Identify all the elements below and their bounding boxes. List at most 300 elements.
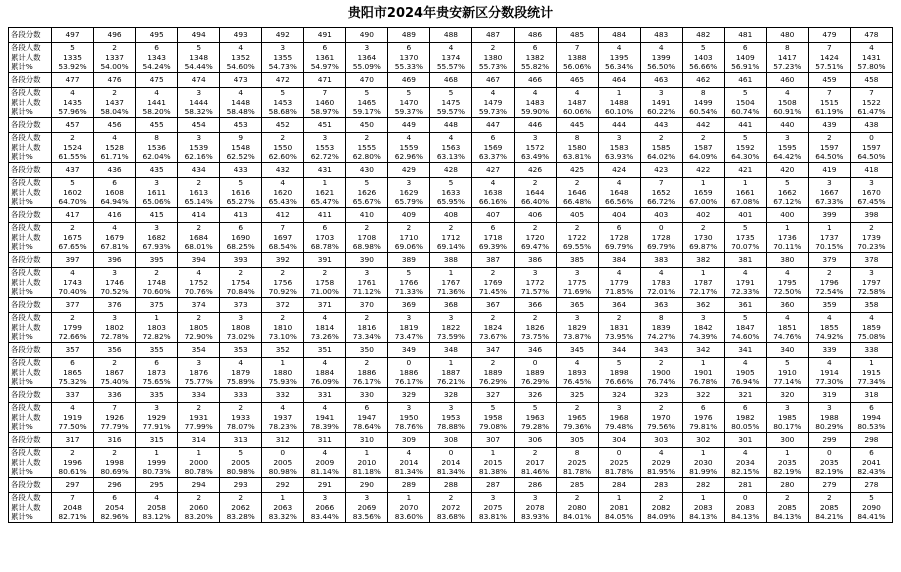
percent-value: 78.07% xyxy=(226,422,255,432)
stats-cell xyxy=(556,268,598,298)
cumulative-value: 1679 xyxy=(105,232,124,242)
stats-cell xyxy=(724,493,766,523)
cumulative-value: 2060 xyxy=(189,502,209,512)
stats-cell xyxy=(220,88,262,118)
stats-cell xyxy=(598,223,640,253)
cumulative-value: 1370 xyxy=(399,52,419,62)
score-cell: 334 xyxy=(178,388,220,403)
stats-cell xyxy=(178,223,220,253)
count-value: 2 xyxy=(490,268,496,278)
percent-value: 71.57% xyxy=(520,287,550,297)
count-value: 5 xyxy=(238,448,244,458)
cumulative-value: 2083 xyxy=(735,502,755,512)
score-label: 各段分数 xyxy=(9,253,52,268)
count-value: 4 xyxy=(70,88,75,98)
stats-cell xyxy=(472,493,514,523)
cumulative-value: 1559 xyxy=(399,142,419,152)
stats-row xyxy=(9,133,893,163)
cumulative-value: 2063 xyxy=(273,502,293,512)
cumulative-value: 2082 xyxy=(651,502,671,512)
percent-value: 78.88% xyxy=(436,422,466,432)
stats-label xyxy=(9,88,52,118)
cumulative-value: 1802 xyxy=(105,322,124,332)
stats-cell xyxy=(514,358,556,388)
score-cell: 389 xyxy=(388,253,430,268)
stats-cell xyxy=(178,43,220,73)
percent-value: 76.29% xyxy=(478,377,508,387)
count-value: 4 xyxy=(322,403,328,413)
score-cell: 384 xyxy=(598,253,640,268)
percent-value: 60.74% xyxy=(731,107,760,117)
count-value: 2 xyxy=(364,313,370,323)
count-value: 1 xyxy=(784,448,790,458)
percent-value: 65.79% xyxy=(394,197,423,207)
score-cell: 433 xyxy=(220,163,262,178)
percent-value: 61.19% xyxy=(815,107,844,117)
score-cell: 302 xyxy=(682,433,724,448)
score-cell: 328 xyxy=(430,388,472,403)
score-label: 各段分数 xyxy=(9,298,52,313)
percent-value: 81.95% xyxy=(647,467,676,477)
stats-cell xyxy=(304,43,346,73)
stats-cell xyxy=(262,88,304,118)
score-label: 各段分数 xyxy=(9,73,52,88)
count-value: 4 xyxy=(574,88,580,98)
score-cell: 479 xyxy=(808,28,850,43)
count-value: 0 xyxy=(658,223,664,233)
percent-value: 72.58% xyxy=(857,287,886,297)
stats-cell xyxy=(388,88,430,118)
count-value: 1 xyxy=(154,448,159,458)
count-value: 5 xyxy=(742,313,748,323)
percent-value: 80.29% xyxy=(815,422,844,432)
count-value: 1 xyxy=(700,493,706,503)
cumulative-value: 1748 xyxy=(147,277,167,287)
score-cell: 444 xyxy=(598,118,640,133)
count-value: 7 xyxy=(112,403,117,413)
stats-cell xyxy=(430,448,472,478)
score-cell: 432 xyxy=(262,163,304,178)
cumulative-value: 2066 xyxy=(315,502,335,512)
count-value: 3 xyxy=(869,268,874,278)
count-value: 3 xyxy=(616,403,622,413)
percent-value: 67.81% xyxy=(100,242,129,252)
stats-cell xyxy=(766,403,808,433)
percent-value: 83.28% xyxy=(226,512,255,522)
stats-cell xyxy=(94,43,136,73)
percent-value: 58.32% xyxy=(184,107,213,117)
score-cell: 453 xyxy=(220,118,262,133)
score-cell: 403 xyxy=(640,208,682,223)
score-cell: 497 xyxy=(52,28,94,43)
count-value: 4 xyxy=(616,268,622,278)
cumulative-value: 1824 xyxy=(483,322,503,332)
count-value: 3 xyxy=(658,88,664,98)
cumulative-value: 1597 xyxy=(819,142,839,152)
stats-cell xyxy=(640,88,682,118)
cumulative-value: 1553 xyxy=(315,142,335,152)
percent-value: 64.09% xyxy=(689,152,718,162)
percent-value: 64.70% xyxy=(58,197,87,207)
stats-cell xyxy=(766,133,808,163)
count-value: 4 xyxy=(238,88,244,98)
percent-value: 65.27% xyxy=(226,197,255,207)
score-cell: 474 xyxy=(178,73,220,88)
count-value: 7 xyxy=(574,43,580,53)
cumulative-value: 1889 xyxy=(525,367,545,377)
stats-cell xyxy=(556,88,598,118)
score-cell: 408 xyxy=(430,208,472,223)
score-cell: 295 xyxy=(136,478,178,493)
stats-cell xyxy=(94,403,136,433)
score-cell: 306 xyxy=(514,433,556,448)
percent-value: 82.43% xyxy=(857,467,886,477)
cumulative-value: 1661 xyxy=(735,187,755,197)
count-value: 4 xyxy=(616,178,622,188)
cumulative-value: 1337 xyxy=(105,52,124,62)
count-value: 1 xyxy=(869,358,874,368)
score-cell: 363 xyxy=(640,298,682,313)
count-value: 1 xyxy=(616,493,622,503)
stats-label-line: 累计% xyxy=(11,152,33,162)
stats-cell xyxy=(178,88,220,118)
stats-cell xyxy=(52,43,94,73)
percent-value: 66.72% xyxy=(647,197,676,207)
cumulative-value: 1662 xyxy=(777,187,797,197)
percent-value: 54.24% xyxy=(142,62,171,72)
cumulative-value: 1703 xyxy=(315,232,335,242)
stats-label-line: 各段人数 xyxy=(11,403,41,413)
stats-label xyxy=(9,493,52,523)
percent-value: 77.30% xyxy=(815,377,844,387)
count-value: 3 xyxy=(196,358,202,368)
score-cell: 443 xyxy=(640,118,682,133)
stats-cell xyxy=(682,88,724,118)
count-value: 4 xyxy=(154,493,159,503)
stats-cell xyxy=(346,493,388,523)
stats-cell xyxy=(136,133,178,163)
percent-value: 62.16% xyxy=(184,152,213,162)
stats-cell xyxy=(52,358,94,388)
score-label: 各段分数 xyxy=(9,343,52,358)
score-cell: 406 xyxy=(514,208,556,223)
cumulative-value: 1448 xyxy=(231,97,251,107)
stats-cell xyxy=(808,403,850,433)
percent-value: 71.85% xyxy=(605,287,634,297)
count-value: 2 xyxy=(700,133,706,143)
score-cell: 357 xyxy=(52,343,94,358)
stats-cell xyxy=(388,268,430,298)
stats-cell xyxy=(766,493,808,523)
stats-cell xyxy=(136,178,178,208)
stats-cell xyxy=(766,223,808,253)
score-label: 各段分数 xyxy=(9,118,52,133)
score-cell: 351 xyxy=(304,343,346,358)
cumulative-value: 1720 xyxy=(525,232,545,242)
score-distribution-table xyxy=(8,27,893,523)
cumulative-value: 2080 xyxy=(567,502,587,512)
stats-cell xyxy=(850,223,892,253)
stats-label-line: 累计人数 xyxy=(11,232,41,242)
score-cell: 440 xyxy=(766,118,808,133)
score-cell: 465 xyxy=(556,73,598,88)
count-value: 4 xyxy=(238,43,244,53)
count-value: 5 xyxy=(784,358,790,368)
cumulative-value: 1926 xyxy=(105,412,124,422)
percent-value: 76.29% xyxy=(520,377,550,387)
cumulative-value: 1970 xyxy=(651,412,671,422)
percent-value: 81.46% xyxy=(520,467,550,477)
count-value: 1 xyxy=(154,313,159,323)
count-value: 2 xyxy=(490,43,496,53)
stats-row xyxy=(9,313,893,343)
score-cell: 299 xyxy=(808,433,850,448)
count-value: 5 xyxy=(490,403,496,413)
percent-value: 73.02% xyxy=(226,332,255,342)
count-value: 3 xyxy=(238,313,244,323)
stats-label-line: 累计人数 xyxy=(11,52,41,62)
stats-cell xyxy=(514,223,556,253)
stats-label-line: 累计% xyxy=(11,422,33,432)
count-value: 2 xyxy=(574,223,580,233)
score-cell: 391 xyxy=(304,253,346,268)
percent-value: 73.59% xyxy=(436,332,466,342)
cumulative-value: 1690 xyxy=(231,232,251,242)
cumulative-value: 1994 xyxy=(862,412,881,422)
percent-value: 60.22% xyxy=(647,107,676,117)
stats-cell xyxy=(430,88,472,118)
cumulative-value: 1758 xyxy=(315,277,335,287)
percent-value: 59.37% xyxy=(394,107,423,117)
percent-value: 68.25% xyxy=(226,242,255,252)
percent-value: 77.79% xyxy=(100,422,129,432)
count-value: 0 xyxy=(406,358,412,368)
percent-value: 62.04% xyxy=(142,152,171,162)
count-value: 5 xyxy=(616,358,622,368)
count-value: 2 xyxy=(490,313,496,323)
count-value: 2 xyxy=(112,358,117,368)
stats-cell xyxy=(472,223,514,253)
count-value: 6 xyxy=(112,178,117,188)
percent-value: 68.98% xyxy=(352,242,381,252)
score-cell: 371 xyxy=(304,298,346,313)
cumulative-value: 1816 xyxy=(357,322,377,332)
score-cell: 364 xyxy=(598,298,640,313)
cumulative-value: 1499 xyxy=(693,97,713,107)
score-cell: 414 xyxy=(178,208,220,223)
stats-cell xyxy=(52,268,94,298)
score-cell: 336 xyxy=(94,388,136,403)
stats-cell xyxy=(262,358,304,388)
cumulative-value: 1879 xyxy=(231,367,251,377)
score-cell: 289 xyxy=(388,478,430,493)
stats-cell xyxy=(850,43,892,73)
percent-value: 84.21% xyxy=(815,512,844,522)
count-value: 3 xyxy=(154,178,159,188)
count-value: 4 xyxy=(70,403,75,413)
stats-cell xyxy=(556,358,598,388)
score-cell: 293 xyxy=(220,478,262,493)
count-value: 2 xyxy=(574,493,580,503)
stats-cell xyxy=(136,448,178,478)
stats-cell xyxy=(346,223,388,253)
count-value: 7 xyxy=(322,88,328,98)
percent-value: 60.10% xyxy=(605,107,634,117)
score-cell: 493 xyxy=(220,28,262,43)
cumulative-value: 1787 xyxy=(693,277,713,287)
stats-row xyxy=(9,223,893,253)
count-value: 1 xyxy=(280,358,286,368)
cumulative-value: 1893 xyxy=(567,367,587,377)
count-value: 4 xyxy=(280,403,286,413)
score-cell: 480 xyxy=(766,28,808,43)
count-value: 2 xyxy=(490,358,496,368)
stats-cell xyxy=(472,43,514,73)
cumulative-value: 1799 xyxy=(63,322,82,332)
cumulative-value: 1539 xyxy=(189,142,209,152)
stats-cell xyxy=(178,358,220,388)
cumulative-value: 1839 xyxy=(651,322,671,332)
score-cell: 373 xyxy=(220,298,262,313)
score-cell: 430 xyxy=(346,163,388,178)
cumulative-value: 2058 xyxy=(147,502,167,512)
cumulative-value: 1756 xyxy=(273,277,293,287)
stats-label-line: 累计% xyxy=(11,107,33,117)
count-value: 6 xyxy=(869,403,874,413)
count-value: 4 xyxy=(658,448,664,458)
percent-value: 60.91% xyxy=(773,107,802,117)
stats-cell xyxy=(388,493,430,523)
count-value: 3 xyxy=(112,313,117,323)
count-value: 1 xyxy=(700,268,706,278)
cumulative-value: 1958 xyxy=(483,412,503,422)
percent-value: 66.48% xyxy=(562,197,592,207)
score-cell: 462 xyxy=(682,73,724,88)
cumulative-value: 1597 xyxy=(862,142,881,152)
score-cell: 458 xyxy=(850,73,892,88)
score-cell: 327 xyxy=(472,388,514,403)
cumulative-value: 1772 xyxy=(525,277,545,287)
cumulative-value: 2083 xyxy=(693,502,713,512)
stats-cell xyxy=(346,358,388,388)
percent-value: 66.56% xyxy=(605,197,634,207)
stats-cell xyxy=(514,403,556,433)
score-cell: 300 xyxy=(766,433,808,448)
score-cell: 349 xyxy=(388,343,430,358)
cumulative-value: 1865 xyxy=(63,367,82,377)
percent-value: 81.78% xyxy=(605,467,634,477)
percent-value: 79.08% xyxy=(478,422,508,432)
stats-cell xyxy=(262,313,304,343)
cumulative-value: 2062 xyxy=(231,502,251,512)
stats-row xyxy=(9,178,893,208)
count-value: 4 xyxy=(784,268,790,278)
count-value: 5 xyxy=(869,493,874,503)
cumulative-value: 1985 xyxy=(777,412,797,422)
stats-cell xyxy=(808,268,850,298)
cumulative-value: 1728 xyxy=(609,232,629,242)
score-cell: 305 xyxy=(556,433,598,448)
score-cell: 319 xyxy=(808,388,850,403)
percent-value: 70.15% xyxy=(815,242,844,252)
count-value: 3 xyxy=(574,268,580,278)
score-cell: 324 xyxy=(598,388,640,403)
stats-cell xyxy=(766,358,808,388)
stats-cell xyxy=(430,403,472,433)
stats-label-line: 累计% xyxy=(11,197,33,207)
cumulative-value: 1441 xyxy=(147,97,167,107)
count-value: 1 xyxy=(364,448,370,458)
count-value: 3 xyxy=(154,223,159,233)
cumulative-value: 1572 xyxy=(525,142,545,152)
stats-label xyxy=(9,268,52,298)
count-value: 6 xyxy=(616,223,622,233)
cumulative-value: 1905 xyxy=(735,367,755,377)
score-cell: 431 xyxy=(304,163,346,178)
percent-value: 70.52% xyxy=(100,287,129,297)
percent-value: 76.94% xyxy=(731,377,760,387)
percent-value: 69.47% xyxy=(520,242,550,252)
cumulative-value: 1965 xyxy=(567,412,587,422)
stats-cell xyxy=(766,88,808,118)
count-value: 2 xyxy=(784,493,790,503)
percent-value: 82.96% xyxy=(100,512,129,522)
score-cell: 478 xyxy=(850,28,892,43)
percent-value: 59.57% xyxy=(436,107,466,117)
count-value: 0 xyxy=(532,358,538,368)
cumulative-value: 1819 xyxy=(399,322,419,332)
stats-cell xyxy=(94,178,136,208)
cumulative-value: 1796 xyxy=(819,277,839,287)
score-cell: 487 xyxy=(472,28,514,43)
cumulative-value: 1710 xyxy=(399,232,419,242)
cumulative-value: 1752 xyxy=(189,277,209,287)
percent-value: 58.97% xyxy=(310,107,339,117)
stats-cell xyxy=(640,403,682,433)
count-value: 4 xyxy=(869,43,874,53)
count-value: 2 xyxy=(322,268,328,278)
cumulative-value: 1453 xyxy=(273,97,293,107)
score-cell: 393 xyxy=(220,253,262,268)
score-cell: 366 xyxy=(514,298,556,313)
stats-cell xyxy=(850,88,892,118)
cumulative-value: 1555 xyxy=(357,142,377,152)
stats-label xyxy=(9,133,52,163)
cumulative-value: 2085 xyxy=(819,502,839,512)
score-cell: 361 xyxy=(724,298,766,313)
percent-value: 77.91% xyxy=(142,422,171,432)
score-cell: 316 xyxy=(94,433,136,448)
stats-cell xyxy=(136,223,178,253)
score-cell: 344 xyxy=(598,343,640,358)
cumulative-value: 1988 xyxy=(819,412,839,422)
count-value: 3 xyxy=(406,178,412,188)
count-value: 3 xyxy=(532,268,538,278)
percent-value: 62.80% xyxy=(352,152,381,162)
stats-cell xyxy=(766,448,808,478)
percent-value: 82.19% xyxy=(815,467,844,477)
stats-cell xyxy=(724,358,766,388)
count-value: 7 xyxy=(827,88,832,98)
percent-value: 63.37% xyxy=(478,152,508,162)
stats-cell xyxy=(472,268,514,298)
cumulative-value: 1613 xyxy=(189,187,209,197)
count-value: 2 xyxy=(532,223,538,233)
cumulative-value: 1900 xyxy=(651,367,671,377)
score-cell: 381 xyxy=(724,253,766,268)
cumulative-value: 1842 xyxy=(693,322,713,332)
score-cell: 278 xyxy=(850,478,892,493)
